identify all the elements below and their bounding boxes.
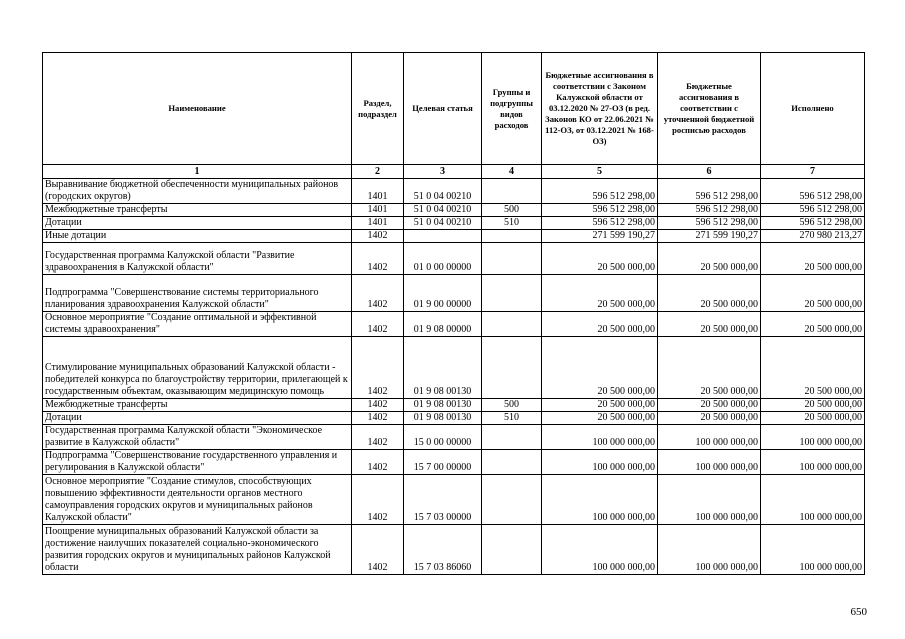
row-target: 01 0 00 00000 <box>404 243 482 275</box>
row-done-amount: 100 000 000,00 <box>761 425 865 450</box>
row-section: 1402 <box>352 525 404 575</box>
row-name: Основное мероприятие "Создание стимулов, способствующих повышению эффективности деятельности органов местного самоуправления городских округов и муниципальных районов Калужской области" <box>43 475 352 525</box>
row-done-amount: 20 500 000,00 <box>761 275 865 312</box>
row-name: Подпрограмма "Совершенствование системы территориального планирования здравоохранения Калужской области" <box>43 275 352 312</box>
row-section: 1401 <box>352 204 404 217</box>
row-target: 15 7 03 86060 <box>404 525 482 575</box>
row-group: 500 <box>482 399 542 412</box>
col-num: 4 <box>482 165 542 179</box>
col-num: 7 <box>761 165 865 179</box>
row-section: 1402 <box>352 399 404 412</box>
col-num: 5 <box>542 165 658 179</box>
row-name: Дотации <box>43 412 352 425</box>
row-group <box>482 179 542 204</box>
row-name: Поощрение муниципальных образований Калужской области за достижение наилучших показателей социально-экономического развития городских округов и муниципальных районов Калужской области <box>43 525 352 575</box>
row-law-amount: 20 500 000,00 <box>542 337 658 399</box>
row-refined-amount: 20 500 000,00 <box>658 412 761 425</box>
row-group <box>482 275 542 312</box>
row-section: 1402 <box>352 412 404 425</box>
row-group <box>482 525 542 575</box>
row-name: Межбюджетные трансферты <box>43 399 352 412</box>
table-row <box>43 412 865 425</box>
row-section: 1402 <box>352 275 404 312</box>
row-group <box>482 450 542 475</box>
row-refined-amount: 100 000 000,00 <box>658 525 761 575</box>
row-group <box>482 312 542 337</box>
row-group <box>482 230 542 243</box>
table-row <box>43 425 865 450</box>
table-row <box>43 337 865 399</box>
row-done-amount: 100 000 000,00 <box>761 525 865 575</box>
row-target: 15 0 00 00000 <box>404 425 482 450</box>
col-num: 1 <box>43 165 352 179</box>
row-refined-amount: 100 000 000,00 <box>658 450 761 475</box>
row-name: Стимулирование муниципальных образований Калужской области - победителей конкурса по благоустройству территории, прилегающей к государственным объектам, оказывающим медицинскую помощь <box>43 337 352 399</box>
row-refined-amount: 20 500 000,00 <box>658 337 761 399</box>
row-law-amount: 596 512 298,00 <box>542 217 658 230</box>
row-done-amount: 100 000 000,00 <box>761 450 865 475</box>
row-section: 1402 <box>352 425 404 450</box>
row-section: 1402 <box>352 312 404 337</box>
table-row <box>43 450 865 475</box>
row-target <box>404 230 482 243</box>
row-target: 15 7 03 00000 <box>404 475 482 525</box>
header-target: Целевая статья <box>404 53 482 165</box>
row-group <box>482 425 542 450</box>
row-group: 510 <box>482 217 542 230</box>
row-section: 1401 <box>352 217 404 230</box>
row-section: 1402 <box>352 475 404 525</box>
column-number-row <box>43 165 865 179</box>
row-done-amount: 20 500 000,00 <box>761 312 865 337</box>
row-done-amount: 596 512 298,00 <box>761 179 865 204</box>
table-row <box>43 179 865 204</box>
row-refined-amount: 596 512 298,00 <box>658 179 761 204</box>
row-name: Подпрограмма "Совершенствование государственного управления и регулирования в Калужской области" <box>43 450 352 475</box>
row-law-amount: 596 512 298,00 <box>542 179 658 204</box>
row-done-amount: 596 512 298,00 <box>761 204 865 217</box>
row-section: 1402 <box>352 450 404 475</box>
row-law-amount: 100 000 000,00 <box>542 475 658 525</box>
table-row <box>43 230 865 243</box>
row-group <box>482 337 542 399</box>
table-row <box>43 475 865 525</box>
row-target: 51 0 04 00210 <box>404 217 482 230</box>
row-name: Государственная программа Калужской области "Развитие здравоохранения в Калужской области" <box>43 243 352 275</box>
table-row <box>43 243 865 275</box>
row-target: 01 9 08 00000 <box>404 312 482 337</box>
row-group <box>482 475 542 525</box>
row-refined-amount: 20 500 000,00 <box>658 312 761 337</box>
header-groups: Группы и подгруппы видов расходов <box>482 53 542 165</box>
row-section: 1402 <box>352 243 404 275</box>
row-name: Межбюджетные трансферты <box>43 204 352 217</box>
table-row <box>43 399 865 412</box>
header-name: Наименование <box>43 53 352 165</box>
row-done-amount: 20 500 000,00 <box>761 337 865 399</box>
col-num: 2 <box>352 165 404 179</box>
row-name: Иные дотации <box>43 230 352 243</box>
row-target: 51 0 04 00210 <box>404 179 482 204</box>
row-law-amount: 596 512 298,00 <box>542 204 658 217</box>
table-row <box>43 217 865 230</box>
row-section: 1402 <box>352 337 404 399</box>
row-target: 01 9 08 00130 <box>404 337 482 399</box>
row-done-amount: 20 500 000,00 <box>761 399 865 412</box>
row-refined-amount: 271 599 190,27 <box>658 230 761 243</box>
header-section: Раздел, подраздел <box>352 53 404 165</box>
row-done-amount: 20 500 000,00 <box>761 243 865 275</box>
row-refined-amount: 100 000 000,00 <box>658 475 761 525</box>
row-law-amount: 100 000 000,00 <box>542 525 658 575</box>
header-done: Исполнено <box>761 53 865 165</box>
row-law-amount: 271 599 190,27 <box>542 230 658 243</box>
row-name: Основное мероприятие "Создание оптимальной и эффективной системы здравоохранения" <box>43 312 352 337</box>
row-refined-amount: 596 512 298,00 <box>658 204 761 217</box>
row-done-amount: 596 512 298,00 <box>761 217 865 230</box>
row-target: 01 9 08 00130 <box>404 399 482 412</box>
row-target: 01 9 00 00000 <box>404 275 482 312</box>
row-group: 510 <box>482 412 542 425</box>
row-target: 51 0 04 00210 <box>404 204 482 217</box>
row-refined-amount: 20 500 000,00 <box>658 399 761 412</box>
row-law-amount: 20 500 000,00 <box>542 412 658 425</box>
row-refined-amount: 20 500 000,00 <box>658 275 761 312</box>
row-group <box>482 243 542 275</box>
row-name: Государственная программа Калужской области "Экономическое развитие в Калужской области" <box>43 425 352 450</box>
row-done-amount: 20 500 000,00 <box>761 412 865 425</box>
header-refined: Бюджетные ассигнования в соответствии с уточненной бюджетной росписью расходов <box>658 53 761 165</box>
budget-table <box>42 52 865 575</box>
col-num: 3 <box>404 165 482 179</box>
header-law: Бюджетные ассигнования в соответствии с Законом Калужской области от 03.12.2020 № 27-ОЗ (в ред. Законов КО от 22.06.2021 № 112-ОЗ, от 03.12.2021 № 168-ОЗ) <box>542 53 658 165</box>
page-number: 650 <box>850 606 867 618</box>
row-refined-amount: 20 500 000,00 <box>658 243 761 275</box>
row-law-amount: 100 000 000,00 <box>542 425 658 450</box>
row-section: 1401 <box>352 179 404 204</box>
row-name: Дотации <box>43 217 352 230</box>
row-name: Выравнивание бюджетной обеспеченности муниципальных районов (городских округов) <box>43 179 352 204</box>
row-law-amount: 20 500 000,00 <box>542 275 658 312</box>
row-done-amount: 270 980 213,27 <box>761 230 865 243</box>
row-law-amount: 20 500 000,00 <box>542 399 658 412</box>
table-row <box>43 275 865 312</box>
row-refined-amount: 100 000 000,00 <box>658 425 761 450</box>
table-row <box>43 525 865 575</box>
row-section: 1402 <box>352 230 404 243</box>
row-target: 15 7 00 00000 <box>404 450 482 475</box>
header-row <box>43 53 865 165</box>
row-done-amount: 100 000 000,00 <box>761 475 865 525</box>
table-row <box>43 312 865 337</box>
row-law-amount: 20 500 000,00 <box>542 312 658 337</box>
row-refined-amount: 596 512 298,00 <box>658 217 761 230</box>
row-group: 500 <box>482 204 542 217</box>
row-law-amount: 100 000 000,00 <box>542 450 658 475</box>
col-num: 6 <box>658 165 761 179</box>
row-law-amount: 20 500 000,00 <box>542 243 658 275</box>
row-target: 01 9 08 00130 <box>404 412 482 425</box>
table-row <box>43 204 865 217</box>
